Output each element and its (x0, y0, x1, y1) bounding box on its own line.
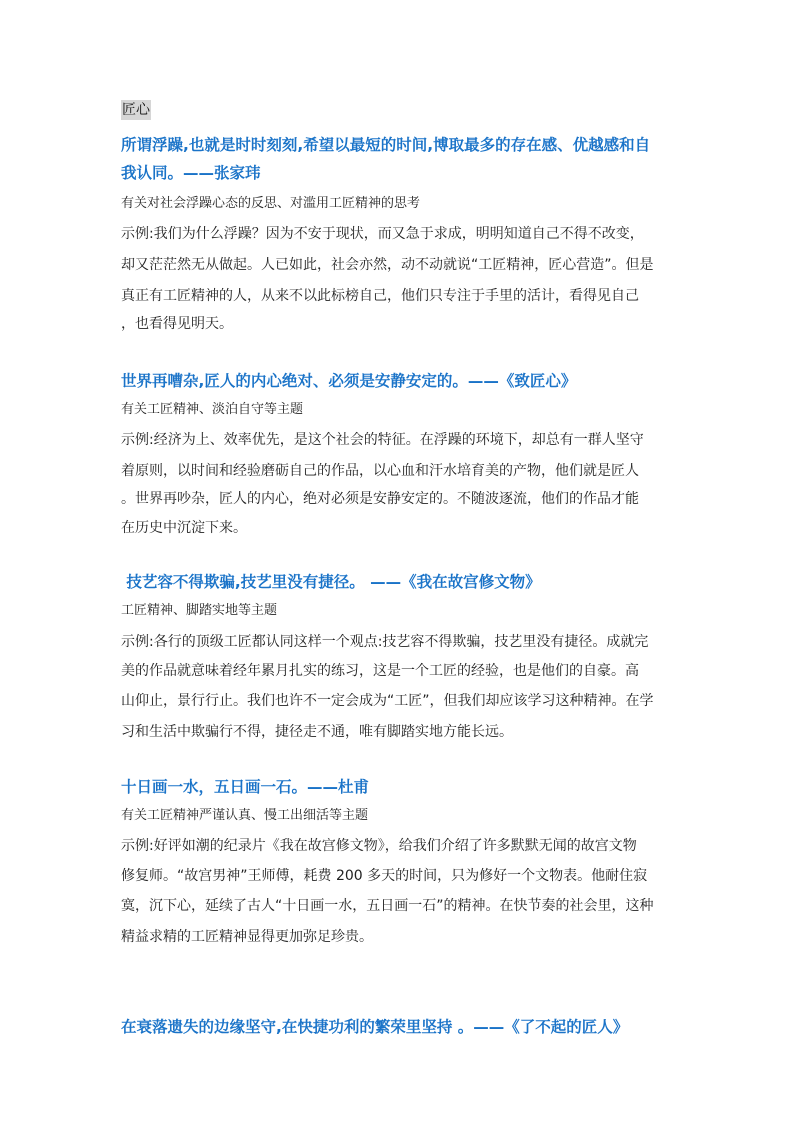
example-line: 精益求精的工匠精神显得更加弥足珍贵。 (121, 929, 373, 945)
quote-line: 在衰落遗失的边缘坚守,在快捷功利的繁荣里坚持 。——《了不起的匠人》 (121, 1018, 629, 1036)
example-line: ，也看得见明天。 (121, 316, 233, 332)
example-line: 真正有工匠精神的人，从来不以此标榜自己，他们只专注于手里的活计，看得见自己 (121, 288, 639, 304)
quote-heading (121, 773, 681, 801)
topic-line: 有关工匠精神严谨认真、慢工出细活等主题 (121, 808, 369, 823)
example-line: 在历史中沉淀下来。 (121, 520, 247, 536)
quote-heading (121, 131, 681, 187)
quote-line: 技艺容不得欺骗,技艺里没有捷径。 ——《我在故宫修文物》 (121, 573, 541, 591)
example-line: 却又茫茫然无从做起。人已如此，社会亦然，动不动就说“工匠精神，匠心营造”。但是 (121, 257, 654, 273)
quote-line: 所谓浮躁,也就是时时刻刻,希望以最短的时间,博取最多的存在感、优越感和自 (121, 136, 651, 154)
example-line: 山仰止，景行行止。我们也许不一定会成为“工匠”，但我们却应该学习这种精神。在学 (121, 693, 654, 709)
topic-line: 工匠精神、脚踏实地等主题 (121, 603, 278, 618)
quote-line: 我认同。——张家玮 (121, 164, 261, 182)
quote-line: 世界再嘈杂,匠人的内心绝对、必须是安静安定的。——《致匠心》 (121, 372, 577, 390)
example-line: 。世界再吵杂，匠人的内心，绝对必须是安静安定的。不随波逐流，他们的作品才能 (121, 491, 639, 507)
example-line: 示例:好评如潮的纪录片《我在故宫修文物》，给我们介绍了许多默默无闻的故宫文物 (121, 838, 637, 854)
example-line: 着原则，以时间和经验磨砺自己的作品，以心血和汗水培育美的产物，他们就是匠人 (121, 463, 639, 479)
topic-line: 有关对社会浮躁心态的反思、对滥用工匠精神的思考 (121, 196, 421, 211)
example-line: 美的作品就意味着经年累月扎实的练习，这是一个工匠的经验，也是他们的自豪。高 (121, 663, 639, 679)
quote-line: 十日画一水，五日画一石。——杜甫 (121, 778, 370, 796)
example-line: 习和生活中欺骗行不得，捷径走不通，唯有脚踏实地方能长远。 (121, 724, 513, 740)
example-line: 示例:经济为上、效率优先，是这个社会的特征。在浮躁的环境下，却总有一群人坚守 (121, 432, 644, 448)
quote-heading (121, 367, 681, 395)
quote-heading (121, 568, 681, 596)
example-line: 寞，沉下心，延续了古人“十日画一水，五日画一石”的精神。在快节奏的社会里，这种 (121, 898, 654, 914)
topic-line: 有关工匠精神、淡泊自守等主题 (121, 402, 304, 417)
quote-heading (121, 1013, 681, 1041)
example-line: 修复师。“故宫男神”王师傅，耗费 200 多天的时间，只为修好一个文物表。他耐住寂 (121, 868, 648, 884)
example-line: 示例:我们为什么浮躁？因为不安于现状，而又急于求成，明明知道自己不得不改变， (121, 226, 644, 242)
example-line: 示例:各行的顶级工匠都认同这样一个观点:技艺容不得欺骗，技艺里没有捷径。成就完 (121, 634, 649, 650)
topic-tag: 匠心 (122, 102, 150, 118)
